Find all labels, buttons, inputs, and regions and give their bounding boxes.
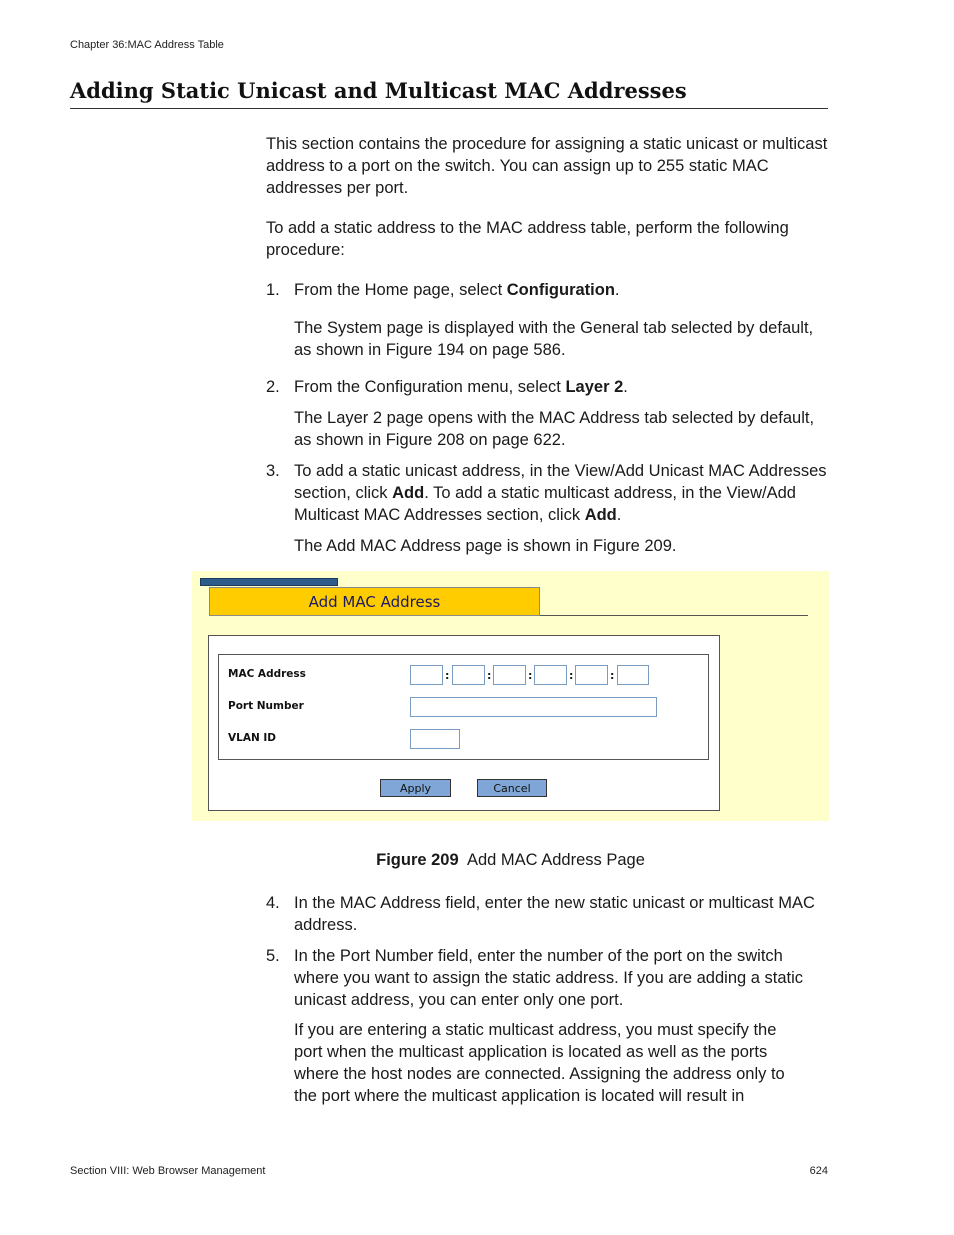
running-header: Chapter 36:MAC Address Table xyxy=(70,39,224,51)
menu-term: Configuration xyxy=(506,281,615,299)
intro-paragraph: This section contains the procedure for assigning a static unicast or multicast address to a port on the switch. You can assign up to 255 static MAC addresses per port. xyxy=(266,135,828,197)
mac-separator: : xyxy=(610,669,615,682)
step-number: 1. xyxy=(266,281,280,299)
mac-octet-1-input[interactable] xyxy=(410,665,443,685)
step-number: 2. xyxy=(266,378,280,396)
step-5-continuation: If you are entering a static multicast address, you must specify the port when the multicast application is located as well as the ports where the host nodes are connected. Assigning the address only to the port where the multicast application is located will result in xyxy=(294,1021,785,1105)
menu-term: Add xyxy=(392,484,425,502)
mac-octet-2-input[interactable] xyxy=(452,665,485,685)
menu-term: Add xyxy=(584,506,617,524)
tab-top-bar xyxy=(200,578,338,586)
cancel-button[interactable]: Cancel xyxy=(477,779,547,797)
menu-term: Layer 2 xyxy=(565,378,624,396)
step-number: 4. xyxy=(266,894,280,912)
mac-octet-6-input[interactable] xyxy=(617,665,649,685)
mac-address-label: MAC Address xyxy=(228,668,306,680)
step-5-text: In the Port Number field, enter the number of the port on the switch where you want to assign the static address. If you are adding a static unicast address, you can enter only one port. xyxy=(294,947,804,1009)
step-number: 3. xyxy=(266,462,280,480)
vlan-id-label: VLAN ID xyxy=(228,732,277,744)
mac-octet-4-input[interactable] xyxy=(534,665,567,685)
figure-title: Add MAC Address Page xyxy=(466,851,645,869)
mac-octet-5-input[interactable] xyxy=(575,665,608,685)
footer-section: Section VIII: Web Browser Management xyxy=(70,1165,266,1177)
step-number: 5. xyxy=(266,947,280,965)
mac-octet-3-input[interactable] xyxy=(493,665,526,685)
vlan-id-input[interactable] xyxy=(410,729,460,749)
step-4-text: In the MAC Address field, enter the new static unicast or multicast MAC address. xyxy=(294,894,815,934)
page-number: 624 xyxy=(809,1165,828,1177)
figure-caption xyxy=(192,851,829,870)
mac-separator: : xyxy=(528,669,533,682)
step-1-result: The System page is displayed with the General tab selected by default, as shown in Figure 194 on page 586. xyxy=(294,319,814,359)
port-number-label: Port Number xyxy=(228,700,304,712)
mac-separator: : xyxy=(445,669,450,682)
procedure-intro: To add a static address to the MAC address table, perform the following procedure: xyxy=(266,219,789,259)
step-1-text: From the Home page, select Configuration. xyxy=(294,281,620,299)
step-2-result: The Layer 2 page opens with the MAC Address tab selected by default, as shown in Figure 208 on page 622. xyxy=(294,409,815,449)
tab-add-mac-address[interactable]: Add MAC Address xyxy=(209,587,540,616)
step-3-text: To add a static unicast address, in the View/Add Unicast MAC Addresses section, click Add. To add a static multicast address, in the View/Add Multicast MAC Addresses section, click Add. xyxy=(294,462,827,524)
figure-number: Figure 209 xyxy=(376,851,459,869)
step-2-text: From the Configuration menu, select Layer 2. xyxy=(294,378,628,396)
tab-divider xyxy=(540,615,808,616)
port-number-input[interactable] xyxy=(410,697,657,717)
step-3-result: The Add MAC Address page is shown in Figure 209. xyxy=(294,537,677,555)
apply-button[interactable]: Apply xyxy=(380,779,451,797)
mac-separator: : xyxy=(487,669,492,682)
section-title: Adding Static Unicast and Multicast MAC Addresses xyxy=(70,78,828,109)
mac-separator: : xyxy=(569,669,574,682)
